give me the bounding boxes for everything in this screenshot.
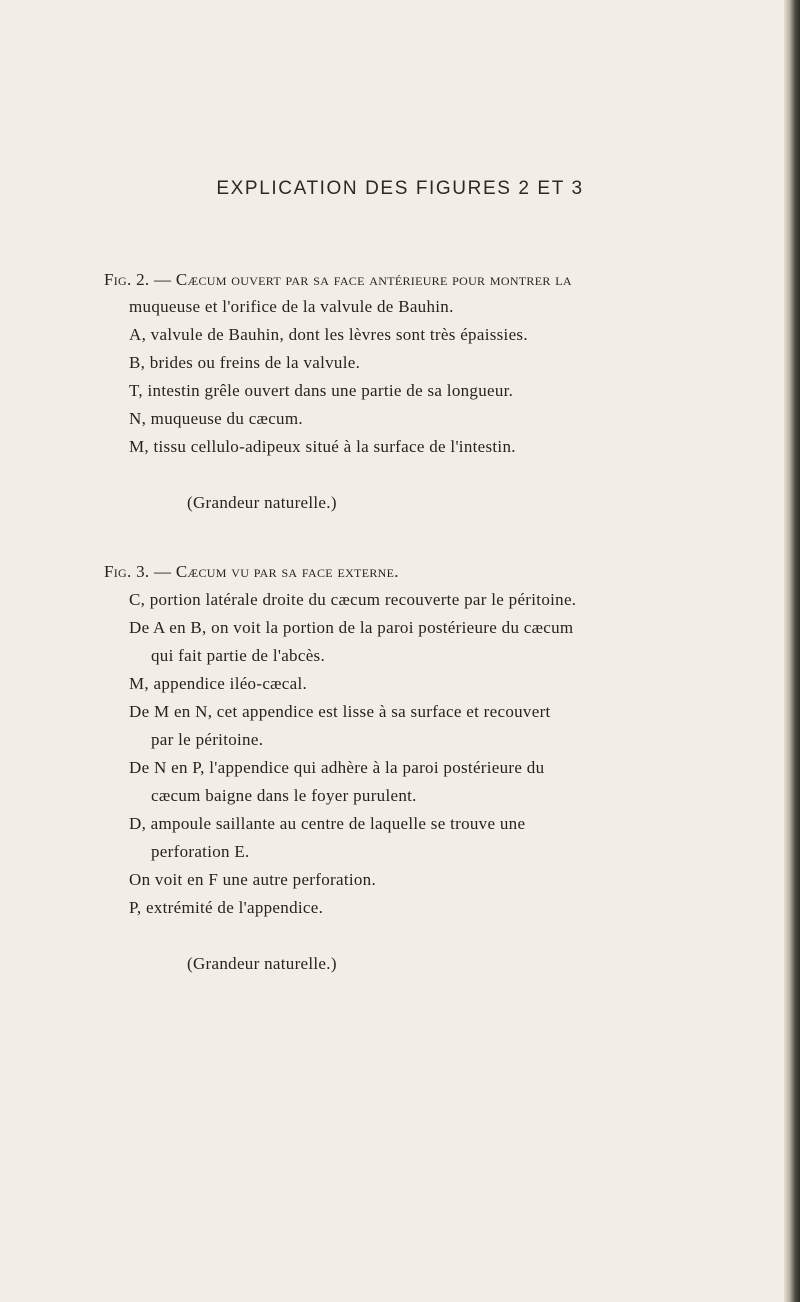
fig3-line-2: C, portion latérale droite du cæcum recouverte par le péritoine. (129, 590, 577, 609)
fig3-line-7: par le péritoine. (151, 730, 264, 749)
fig2-note: (Grandeur naturelle.) (187, 493, 337, 512)
fig3-line-8: De N en P, l'appendice qui adhère à la paroi postérieure du (129, 758, 545, 777)
fig3-line-6: De M en N, cet appendice est lisse à sa surface et recouvert (129, 702, 551, 721)
fig2-line-6: N, muqueuse du cæcum. (129, 409, 303, 428)
fig3-line-3: De A en B, on voit la portion de la paroi postérieure du cæcum (129, 618, 574, 637)
fig2-line-7: M, tissu cellulo-adipeux situé à la surface de l'intestin. (129, 437, 516, 456)
fig3-line-5: M, appendice iléo-cæcal. (129, 674, 308, 693)
fig3-line-1: Fig. 3. — Cæcum vu par sa face externe. (104, 562, 399, 581)
fig2-line-5: T, intestin grêle ouvert dans une partie de sa longueur. (129, 381, 514, 400)
fig2-line-1: Fig. 2. — Cæcum ouvert par sa face antérieure pour montrer la (104, 270, 572, 289)
fig2-line-3: A, valvule de Bauhin, dont les lèvres sont très épaissies. (129, 325, 528, 344)
fig2-line-2: muqueuse et l'orifice de la valvule de Bauhin. (129, 297, 454, 316)
fig3-line-11: perforation E. (151, 842, 250, 861)
fig3-line-4: qui fait partie de l'abcès. (151, 646, 326, 665)
fig3-line-10: D, ampoule saillante au centre de laquelle se trouve une (129, 814, 526, 833)
fig3-line-12: On voit en F une autre perforation. (129, 870, 377, 889)
fig3-line-13: P, extrémité de l'appendice. (129, 898, 324, 917)
fig3-line-9: cæcum baigne dans le foyer purulent. (151, 786, 417, 805)
fig3-note: (Grandeur naturelle.) (187, 954, 337, 973)
fig2-line-4: B, brides ou freins de la valvule. (129, 353, 361, 372)
page-title: EXPLICATION DES FIGURES 2 ET 3 (216, 178, 584, 199)
